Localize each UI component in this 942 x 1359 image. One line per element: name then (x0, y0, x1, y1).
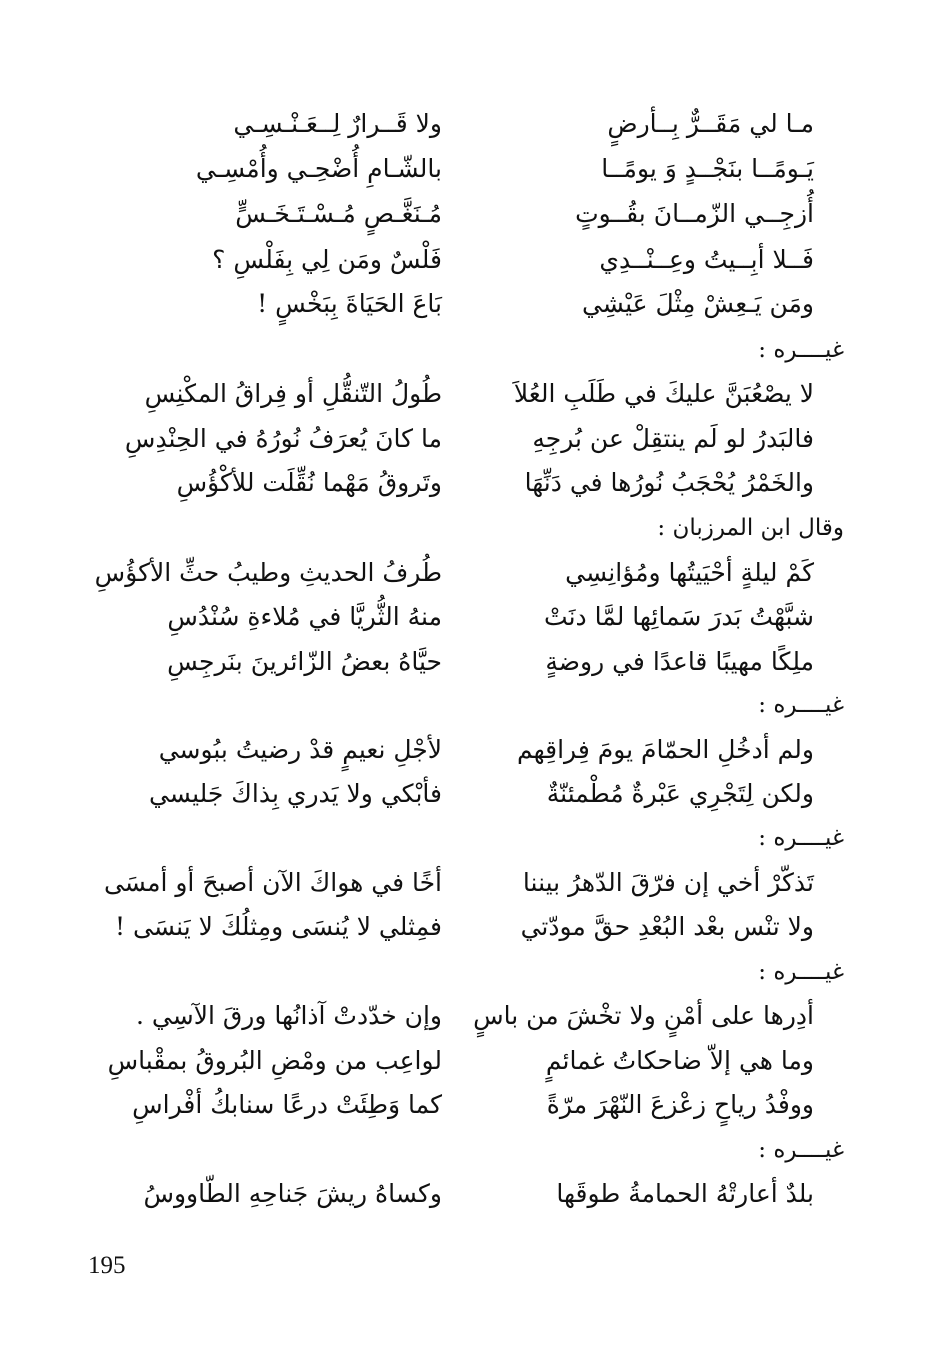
verse-second-hemistich: بَاعَ الحَيَاةَ بِبَخْسٍ ! (257, 289, 442, 318)
verse-first-hemistich: والخَمْرُ يُحْجَبُ نُورُها في دَنِّهَا (524, 468, 814, 497)
verse-second-hemistich: حيَّاهُ بعضُ الزّائرينَ بنَرجِسِ (167, 647, 442, 676)
verse-first-hemistich: يَـومًــا بنَجْــدٍ وَ يومًــا (601, 154, 814, 183)
verse-first-hemistich: تَذكّرْ أخي إن فرّقَ الدّهرُ بيننا (522, 868, 814, 897)
verse-second-hemistich: وتَروقُ مَهْما نُقِّلَت للأكْؤُسِ (176, 468, 442, 497)
verse-second-hemistich: لأجْلِ نعيمٍ قدْ رضيتُ ببُوسي (158, 735, 442, 764)
verse-second-hemistich: وإن خدّدتْ آذانُها ورقَ الآسِي . (136, 1001, 442, 1030)
verse-first-hemistich: أُزجِــي الزّمــانَ بقُــوتٍ (575, 199, 814, 228)
verse-second-hemistich: ولا قَــرارٌ لِــعَـنْـسِـي (233, 109, 442, 138)
section-heading: غيــــره : (758, 825, 844, 851)
verse-second-hemistich: بالشّـامِ أُضْحِـي وأُمْسِـي (195, 154, 442, 183)
verse-first-hemistich: ولم أدخُلِ الحمّامَ يومَ فِراقِهم (517, 735, 814, 764)
verse-first-hemistich: أدِرها على أمْنٍ ولا تخْشَ من باسٍ (473, 1001, 814, 1030)
verse-first-hemistich: ولا تنْس بعْد البُعْدِ حقَّ مودّتي (520, 912, 814, 941)
verse-first-hemistich: ولكن لِتَجْرِي عَبْرةٌ مُطْمئنّةٌ (546, 779, 814, 808)
verse-second-hemistich: وكساهُ ريشَ جَناحِهِ الطّاووسُ (143, 1179, 442, 1208)
verse-second-hemistich: طُولُ التّنقُّلِ أو فِراقُ المكْنِسِ (144, 379, 442, 408)
verse-second-hemistich: فمِثلي لا يُنسَى ومِثلُكَ لا يَنسَى ! (115, 912, 442, 941)
verse-first-hemistich: ووفْدُ رياحٍ زعْزعَ النّهْرَ مرّةً (546, 1090, 814, 1119)
section-heading: غيــــره : (758, 337, 844, 363)
verse-first-hemistich: فالبَدرُ لو لَم ينتقِلْ عن بُرجِهِ (532, 424, 814, 453)
section-heading: وقال ابن المرزبان : (657, 515, 844, 541)
verse-second-hemistich: فَلْسٌ ومَن لِي بِفَلْسِ ؟ (212, 245, 442, 274)
section-heading: غيــــره : (758, 1137, 844, 1163)
verse-first-hemistich: ملِكًا مهيبًا قاعدًا في روضةٍ (545, 647, 814, 676)
verse-second-hemistich: منهُ الثُّريَّا في مُلاءةِ سُنْدُسِ (167, 602, 442, 631)
verse-first-hemistich: بلدٌ أعارتْهُ الحمامةُ طوقَها (556, 1179, 814, 1208)
verse-first-hemistich: ومَن يَـعِشْ مِثْلَ عَيْشِي (581, 289, 814, 318)
verse-second-hemistich: لواعِب من ومْضِ البُروقُ بمقْباسِ (107, 1046, 442, 1075)
page-number: 195 (88, 1252, 126, 1279)
section-heading: غيــــره : (758, 692, 844, 718)
verse-first-hemistich: شبَّهْتُ بَدرَ سَمائِها لمَّا دنَتْ (544, 602, 814, 631)
verse-second-hemistich: فأبْكي ولا يَدري بِذاكَ جَليسي (148, 779, 442, 808)
verse-second-hemistich: أخًا في هواكَ الآن أصبحَ أو أمسَى (103, 868, 442, 897)
verse-second-hemistich: مُـنَغَّـصٍ مُـسْـتَـخَـسٍّ (235, 199, 442, 228)
verse-second-hemistich: ما كانَ يُعرَفُ نُورُهُ في الحِنْدِسِ (124, 424, 442, 453)
verse-first-hemistich: وما هي إلاّ ضاحكاتُ غمائمٍ (545, 1046, 814, 1075)
verse-second-hemistich: كما وَطِئَتْ درعًا سنابكُ أفْراسِ (132, 1090, 442, 1119)
verse-first-hemistich: لا يصْعُبَنَّ عليكَ في طَلَبِ العُلاَ (513, 379, 814, 408)
section-heading: غيــــره : (758, 959, 844, 985)
verse-first-hemistich: مـا لي مَقَــرٌّ بِــأرضٍ (607, 109, 814, 138)
verse-first-hemistich: فَــلا أبِــيتُ وعِــنْــدِي (599, 245, 814, 274)
verse-second-hemistich: طُرفُ الحديثِ وطيبُ حثِّ الأكؤُسِ (94, 558, 442, 587)
verse-first-hemistich: كَمْ ليلةٍ أحْيَيتُها ومُؤانِسِي (565, 558, 814, 587)
